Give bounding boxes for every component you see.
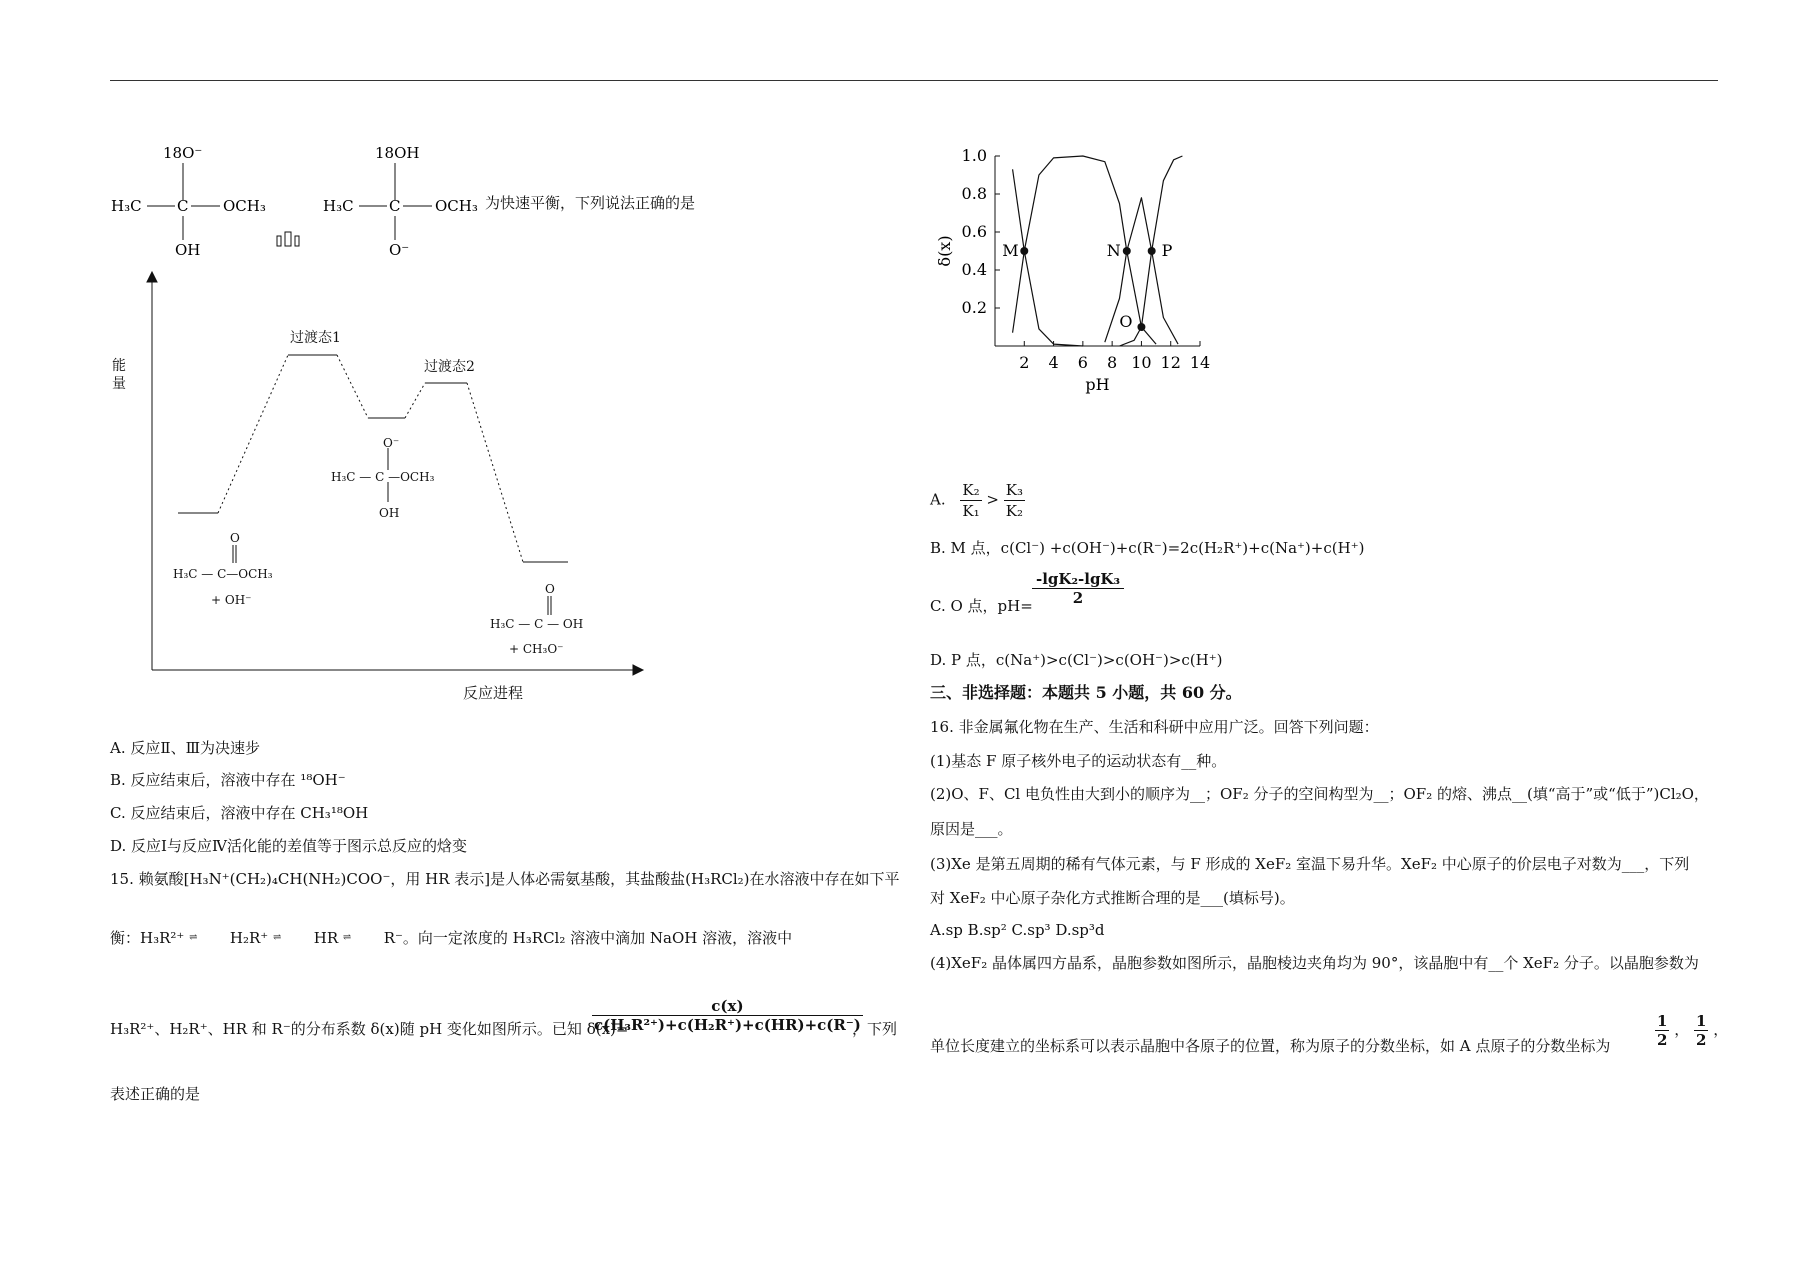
point-M [1020,247,1028,255]
x-tick-label: 10 [1131,353,1152,372]
q15-line1: 15. 赖氨酸[H₃N⁺(CH₂)₄CH(NH₂)COO⁻，用 HR 表示]是人体必需氨基酸，其盐酸盐(H₃RCl₂)在水溶液中存在如下平 [110,870,900,888]
eq-tail: 为快速平衡，下列说法正确的是 [485,194,696,212]
q15-species-h2r: H₂R⁺ [229,929,269,947]
optc-num: -lgK₂-lgK₃ [1032,570,1124,589]
q16-part3b: 对 XeF₂ 中心原子杂化方式推断合理的是___(填标号)。 [930,889,1295,907]
x-tick-label: 6 [1077,353,1088,372]
y-tick-label: 0.8 [961,184,987,203]
point-label-M: M [1002,241,1019,260]
q16-part4: (4)XeF₂ 晶体属四方晶系，晶胞参数如图所示，晶胞棱边夹角均为 90°，该晶胞中有__个 XeF₂ 分子。以晶胞参数为 [930,954,1699,972]
m2-bottom: O⁻ [389,241,410,259]
q16-coord-fractions: $\frac{1}{2}$ ， $\frac{1}{2}$ ， [1657,1012,1729,1049]
q15-frac-den: c(H₃R²⁺)+c(H₂R⁺)+c(HR)+c(R⁻) [594,1016,861,1034]
intermediate-top: O⁻ [383,436,400,450]
x-tick-label: 14 [1189,353,1211,372]
m1-right: OCH₃ [223,197,266,215]
point-P [1148,247,1156,255]
energy-axis-label-1: 能 [112,358,126,374]
x-tick-label: 12 [1160,353,1181,372]
energy-axis-label-2: 量 [112,376,126,392]
q15-line4: 表述正确的是 [110,1085,201,1103]
series-line-2 [1013,156,1157,344]
energy-diagram [105,270,665,710]
header-rule [110,80,1718,81]
q16-part1: (1)基态 F 原子核外电子的运动状态有__种。 [930,752,1227,770]
distribution-chart [930,140,1290,400]
equilibrium-k3-icon: ⇌ [342,932,352,943]
q15-option-c-fraction [1032,570,1124,607]
series-line-3 [1105,198,1178,344]
k3-over-k2: $\frac{\text{K₃}}{\text{K₂}}$ [1005,481,1023,520]
q15-option-a: A. $\frac{\text{K₂}}{\text{K₁}}$ > $\frac{\text{K₃}}{\text{K₂}}$ [930,481,1023,520]
point-label-P: P [1161,241,1173,260]
product-ch3o: + CH₃O⁻ [509,642,564,656]
q15-line2-tail: R⁻。向一定浓度的 H₃RCl₂ 溶液中滴加 NaOH 溶液，溶液中 [383,929,793,947]
m2-c: C [389,197,401,215]
y-tick-label: 0.4 [961,260,987,279]
m1-c: C [177,197,189,215]
q14-option-d: D. 反应Ⅰ与反应Ⅳ活化能的差值等于图示总反应的焓变 [110,837,467,855]
reactant-o: O [230,531,240,545]
product-formula: H₃C — C — OH [490,617,584,631]
point-label-O: O [1119,312,1133,331]
m2-left: H₃C [323,197,354,215]
q14-option-b: B. 反应结束后，溶液中存在 ¹⁸OH⁻ [110,771,346,789]
q15-option-c-label: C. O 点，pH= [930,597,1033,615]
q15-option-b: B. M 点，c(Cl⁻) +c(OH⁻)+c(R⁻)=2c(H₂R⁺)+c(Na⁺)+c(H⁺) [930,539,1365,557]
point-N [1123,247,1131,255]
point-label-N: N [1106,241,1121,260]
q16-part3: (3)Xe 是第五周期的稀有气体元素，与 F 形成的 XeF₂ 室温下易升华。XeF₂ 中心原子的价层电子对数为___，下列 [930,855,1690,873]
q14-option-a: A. 反应Ⅱ、Ⅲ为决速步 [110,739,261,757]
coord-frac-1: $\frac{1}{2}$ [1657,1012,1668,1049]
q14-option-c: C. 反应结束后，溶液中存在 CH₃¹⁸OH [110,804,369,822]
optc-den: 2 [1072,589,1084,607]
equilibrium-k2-icon: ⇌ [272,932,282,943]
q15-species-h3r: 衡：H₃R²⁺ [110,929,185,947]
ts2-label: 过渡态2 [424,359,475,375]
q15-species-hr: HR [313,929,339,947]
reactant-oh: + OH⁻ [211,593,252,607]
q16-stem: 16. 非金属氟化物在生产、生活和科研中应用广泛。回答下列问题： [930,718,1379,736]
equilibrium-k1-icon: ⇌ [189,932,198,943]
q15-opt-a-label: A. [930,490,946,509]
m1-top: 18O⁻ [163,144,203,162]
q16-part3c: A.sp B.sp² C.sp³ D.sp³d [930,921,1105,939]
y-tick-label: 0.2 [961,298,987,317]
q15-line3b: ，下列 [852,1020,898,1038]
k2-over-k1: $\frac{\text{K₂}}{\text{K₁}}$ [962,481,980,520]
reactant-formula: H₃C — C—OCH₃ [173,567,273,581]
y-axis-title: δ(x) [935,235,954,267]
ts1-label: 过渡态1 [290,330,341,346]
x-tick-label: 4 [1048,353,1059,372]
q16-part4b: 单位长度建立的坐标系可以表示晶胞中各原子的位置，称为原子的分数坐标，如 A 点原子的分数坐标为 [930,1037,1611,1055]
x-axis-label: 反应进程 [463,684,524,702]
q16-part2b: 原因是___。 [930,820,1013,838]
q15-delta-fraction [592,997,863,1034]
q15-line2 [110,928,792,948]
m1-left: H₃C [111,197,142,215]
q15-option-d: D. P 点，c(Na⁺)>c(Cl⁻)>c(OH⁻)>c(H⁺) [930,651,1223,669]
q15-line3a: H₃R²⁺、H₂R⁺、HR 和 R⁻的分布系数 δ(x)随 pH 变化如图所示。已知 δ(x)= [110,1020,629,1038]
coord-frac-2: $\frac{1}{2}$ [1696,1012,1707,1049]
intermediate-formula: H₃C — C —OCH₃ [331,470,435,484]
m2-top: 18OH [375,144,420,162]
x-axis-title: pH [1085,375,1110,394]
product-o: O [545,582,555,596]
q15-frac-num: c(x) [592,997,863,1016]
m2-right: OCH₃ [435,197,478,215]
intermediate-bottom: OH [379,506,400,520]
q16-part2: (2)O、F、Cl 电负性由大到小的顺序为__；OF₂ 分子的空间构型为__；OF₂ 的熔、沸点__(填“高于”或“低于”)Cl₂O， [930,785,1709,803]
equilibrium-arrow-icon [277,232,299,246]
y-tick-label: 1.0 [961,146,987,165]
point-O [1137,323,1145,331]
x-tick-label: 8 [1107,353,1118,372]
y-tick-label: 0.6 [961,222,987,241]
section-3-heading: 三、非选择题：本题共 5 小题，共 60 分。 [930,683,1242,702]
m1-bottom: OH [175,241,201,259]
x-tick-label: 2 [1019,353,1030,372]
